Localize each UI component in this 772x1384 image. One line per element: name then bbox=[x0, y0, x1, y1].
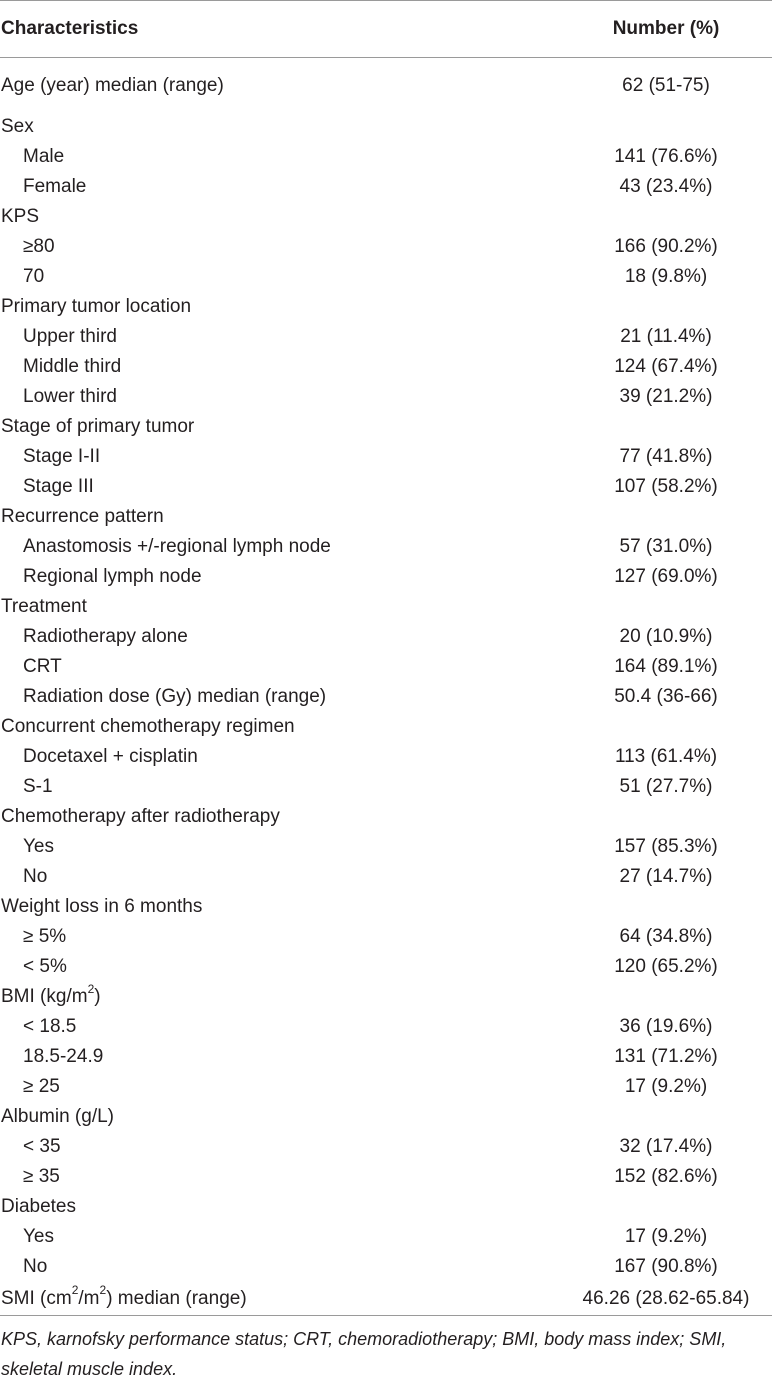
row-label bbox=[0, 1132, 560, 1162]
table-row bbox=[0, 502, 772, 532]
row-value: 157 (85.3%) bbox=[614, 836, 718, 857]
row-label-suffix: ) median (range) bbox=[106, 1287, 247, 1309]
row-value bbox=[560, 712, 772, 742]
row-label-text: < 5% bbox=[23, 956, 67, 977]
table-row bbox=[0, 922, 772, 952]
row-label bbox=[0, 142, 560, 172]
row-label-text: Primary tumor location bbox=[1, 296, 192, 317]
row-label-text: ≥80 bbox=[23, 236, 55, 257]
table-row bbox=[0, 592, 772, 622]
table-row bbox=[0, 712, 772, 742]
row-label-suffix: ) bbox=[94, 986, 101, 1007]
row-value: 141 (76.6%) bbox=[614, 146, 718, 167]
row-value bbox=[560, 592, 772, 622]
table-row bbox=[0, 1162, 772, 1192]
table-row bbox=[0, 1102, 772, 1132]
row-label-text: Anastomosis +/-regional lymph node bbox=[23, 536, 331, 557]
row-label-text: Male bbox=[23, 146, 65, 167]
row-label bbox=[0, 712, 560, 742]
table-row bbox=[0, 202, 772, 232]
table-row bbox=[0, 682, 772, 712]
row-value bbox=[560, 502, 772, 532]
row-label bbox=[0, 832, 560, 862]
row-value: 164 (89.1%) bbox=[614, 656, 718, 677]
row-label-text: Concurrent chemotherapy regimen bbox=[1, 716, 295, 737]
row-label bbox=[0, 952, 560, 982]
row-value: 167 (90.8%) bbox=[614, 1256, 718, 1277]
table-row bbox=[0, 952, 772, 982]
table-footnote: KPS, karnofsky performance status; CRT, chemoradiotherapy; BMI, body mass index; SMI, skeletal muscle index. bbox=[1, 1329, 727, 1379]
table-row bbox=[0, 352, 772, 382]
table-body bbox=[0, 58, 772, 1316]
table-row bbox=[0, 622, 772, 652]
row-label-text: Middle third bbox=[23, 356, 122, 377]
row-value: 46.26 (28.62-65.84) bbox=[560, 1282, 772, 1316]
row-label bbox=[0, 202, 560, 232]
row-value: 113 (61.4%) bbox=[614, 746, 718, 767]
row-label bbox=[0, 1042, 560, 1072]
row-value: 124 (67.4%) bbox=[614, 356, 718, 377]
row-label bbox=[0, 1222, 560, 1252]
table-row bbox=[0, 862, 772, 892]
row-label-text: ≥ 35 bbox=[23, 1166, 60, 1187]
row-label-text: ≥ 5% bbox=[23, 926, 67, 947]
row-value: 107 (58.2%) bbox=[614, 476, 718, 497]
row-label bbox=[0, 112, 560, 142]
row-label bbox=[0, 502, 560, 532]
row-label-text: Stage III bbox=[23, 476, 94, 497]
row-label-text: SMI (cm bbox=[1, 1287, 72, 1309]
superscript: 2 bbox=[99, 1283, 107, 1298]
row-value bbox=[560, 412, 772, 442]
row-label bbox=[0, 562, 560, 592]
table-row bbox=[0, 232, 772, 262]
table-row bbox=[0, 1012, 772, 1042]
row-label bbox=[0, 292, 560, 322]
row-value: 20 (10.9%) bbox=[619, 626, 713, 647]
table-row bbox=[0, 472, 772, 502]
table-row bbox=[0, 412, 772, 442]
row-value bbox=[560, 802, 772, 832]
row-label-text: S-1 bbox=[23, 776, 53, 797]
row-label-text: Weight loss in 6 months bbox=[1, 896, 203, 917]
row-value: 62 (51-75) bbox=[622, 75, 710, 96]
row-label bbox=[0, 1072, 560, 1102]
row-label bbox=[0, 1282, 560, 1316]
row-value bbox=[560, 1102, 772, 1132]
row-label bbox=[0, 982, 560, 1012]
row-value bbox=[560, 292, 772, 322]
row-label-text: Recurrence pattern bbox=[1, 506, 164, 527]
row-value: 32 (17.4%) bbox=[619, 1136, 713, 1157]
row-value: 21 (11.4%) bbox=[620, 326, 712, 347]
row-value: 127 (69.0%) bbox=[614, 566, 718, 587]
header-characteristics: Characteristics bbox=[0, 1, 560, 58]
row-label bbox=[0, 1102, 560, 1132]
table-row bbox=[0, 172, 772, 202]
header-row bbox=[0, 1, 772, 58]
row-label bbox=[0, 262, 560, 292]
table-header bbox=[0, 1, 772, 58]
table-row bbox=[0, 832, 772, 862]
row-label-text: Docetaxel + cisplatin bbox=[23, 746, 198, 767]
row-value: 17 (9.2%) bbox=[624, 1076, 708, 1097]
row-label-text: Radiation dose (Gy) median (range) bbox=[23, 686, 327, 707]
table-row bbox=[0, 292, 772, 322]
row-value: 43 (23.4%) bbox=[619, 176, 713, 197]
row-label bbox=[0, 412, 560, 442]
row-label bbox=[0, 772, 560, 802]
table-row bbox=[0, 112, 772, 142]
table-row bbox=[0, 58, 772, 113]
row-label-mid: /m bbox=[78, 1287, 100, 1309]
row-label bbox=[0, 1162, 560, 1192]
row-value bbox=[560, 892, 772, 922]
table-row bbox=[0, 532, 772, 562]
row-value: 50.4 (36-66) bbox=[614, 686, 718, 707]
row-label bbox=[0, 652, 560, 682]
table-row bbox=[0, 1282, 772, 1316]
row-label-text: Stage I-II bbox=[23, 446, 101, 467]
row-label bbox=[0, 802, 560, 832]
row-label-text: Female bbox=[23, 176, 87, 197]
table-row bbox=[0, 1252, 772, 1282]
row-label-text: Albumin (g/L) bbox=[1, 1106, 114, 1127]
row-label-text: Yes bbox=[23, 836, 54, 857]
row-label-text: 70 bbox=[23, 266, 45, 287]
table-row bbox=[0, 382, 772, 412]
table-row bbox=[0, 142, 772, 172]
row-label bbox=[0, 352, 560, 382]
row-label bbox=[0, 922, 560, 952]
row-label-text: 18.5-24.9 bbox=[23, 1046, 104, 1067]
table-row bbox=[0, 262, 772, 292]
row-label bbox=[0, 172, 560, 202]
table-row bbox=[0, 1222, 772, 1252]
row-label-text: CRT bbox=[23, 656, 62, 677]
table-row bbox=[0, 772, 772, 802]
table-row bbox=[0, 1132, 772, 1162]
row-label bbox=[0, 532, 560, 562]
row-value: 51 (27.7%) bbox=[619, 776, 713, 797]
row-value: 36 (19.6%) bbox=[619, 1016, 713, 1037]
row-label bbox=[0, 442, 560, 472]
table-row bbox=[0, 562, 772, 592]
table-row bbox=[0, 802, 772, 832]
table-row bbox=[0, 1042, 772, 1072]
row-label-text: Regional lymph node bbox=[23, 566, 202, 587]
row-value bbox=[560, 982, 772, 1012]
row-label bbox=[0, 472, 560, 502]
row-label-text: BMI (kg/m bbox=[1, 986, 88, 1007]
row-value bbox=[560, 1192, 772, 1222]
row-label bbox=[0, 742, 560, 772]
row-value: 120 (65.2%) bbox=[614, 956, 718, 977]
row-label bbox=[0, 1252, 560, 1282]
table-row bbox=[0, 442, 772, 472]
row-label bbox=[0, 862, 560, 892]
row-value: 57 (31.0%) bbox=[619, 536, 713, 557]
row-label bbox=[0, 892, 560, 922]
row-value bbox=[560, 202, 772, 232]
row-label bbox=[0, 592, 560, 622]
table-row bbox=[0, 652, 772, 682]
row-label bbox=[0, 1192, 560, 1222]
row-label-text: KPS bbox=[1, 206, 40, 227]
row-value: 64 (34.8%) bbox=[619, 926, 713, 947]
row-value: 152 (82.6%) bbox=[614, 1166, 718, 1187]
row-label-text: Stage of primary tumor bbox=[1, 416, 195, 437]
row-value: 77 (41.8%) bbox=[619, 446, 713, 467]
row-label bbox=[0, 232, 560, 262]
row-value: 18 (9.8%) bbox=[624, 266, 708, 287]
row-label-text: Sex bbox=[1, 116, 34, 137]
row-value: 17 (9.2%) bbox=[624, 1226, 708, 1247]
table-row bbox=[0, 322, 772, 352]
row-value: 166 (90.2%) bbox=[614, 236, 718, 257]
table-row bbox=[0, 742, 772, 772]
row-label-text: Age (year) median (range) bbox=[1, 75, 224, 96]
row-value: 39 (21.2%) bbox=[619, 386, 713, 407]
row-value: 131 (71.2%) bbox=[614, 1046, 718, 1067]
row-label bbox=[0, 682, 560, 712]
row-value bbox=[560, 112, 772, 142]
superscript: 2 bbox=[71, 1283, 79, 1298]
table-row bbox=[0, 1072, 772, 1102]
row-label-text: Lower third bbox=[23, 386, 117, 407]
row-label bbox=[0, 58, 560, 113]
row-label bbox=[0, 622, 560, 652]
table-row bbox=[0, 982, 772, 1012]
row-label-text: < 18.5 bbox=[23, 1016, 77, 1037]
row-label-text: No bbox=[23, 1256, 48, 1277]
header-number: Number (%) bbox=[560, 1, 772, 58]
row-value: 27 (14.7%) bbox=[619, 866, 713, 887]
row-label-text: Upper third bbox=[23, 326, 117, 347]
table-row bbox=[0, 892, 772, 922]
row-label-text: Diabetes bbox=[1, 1196, 76, 1217]
row-label-text: No bbox=[23, 866, 48, 887]
row-label bbox=[0, 1012, 560, 1042]
row-label-text: Chemotherapy after radiotherapy bbox=[1, 806, 280, 827]
row-label-text: Yes bbox=[23, 1226, 54, 1247]
row-label-text: ≥ 25 bbox=[23, 1076, 60, 1097]
row-label-text: Radiotherapy alone bbox=[23, 626, 188, 647]
row-label-text: < 35 bbox=[23, 1136, 61, 1157]
table-row bbox=[0, 1192, 772, 1222]
row-label bbox=[0, 322, 560, 352]
row-label bbox=[0, 382, 560, 412]
row-label-text: Treatment bbox=[1, 596, 87, 617]
superscript: 2 bbox=[87, 981, 95, 996]
